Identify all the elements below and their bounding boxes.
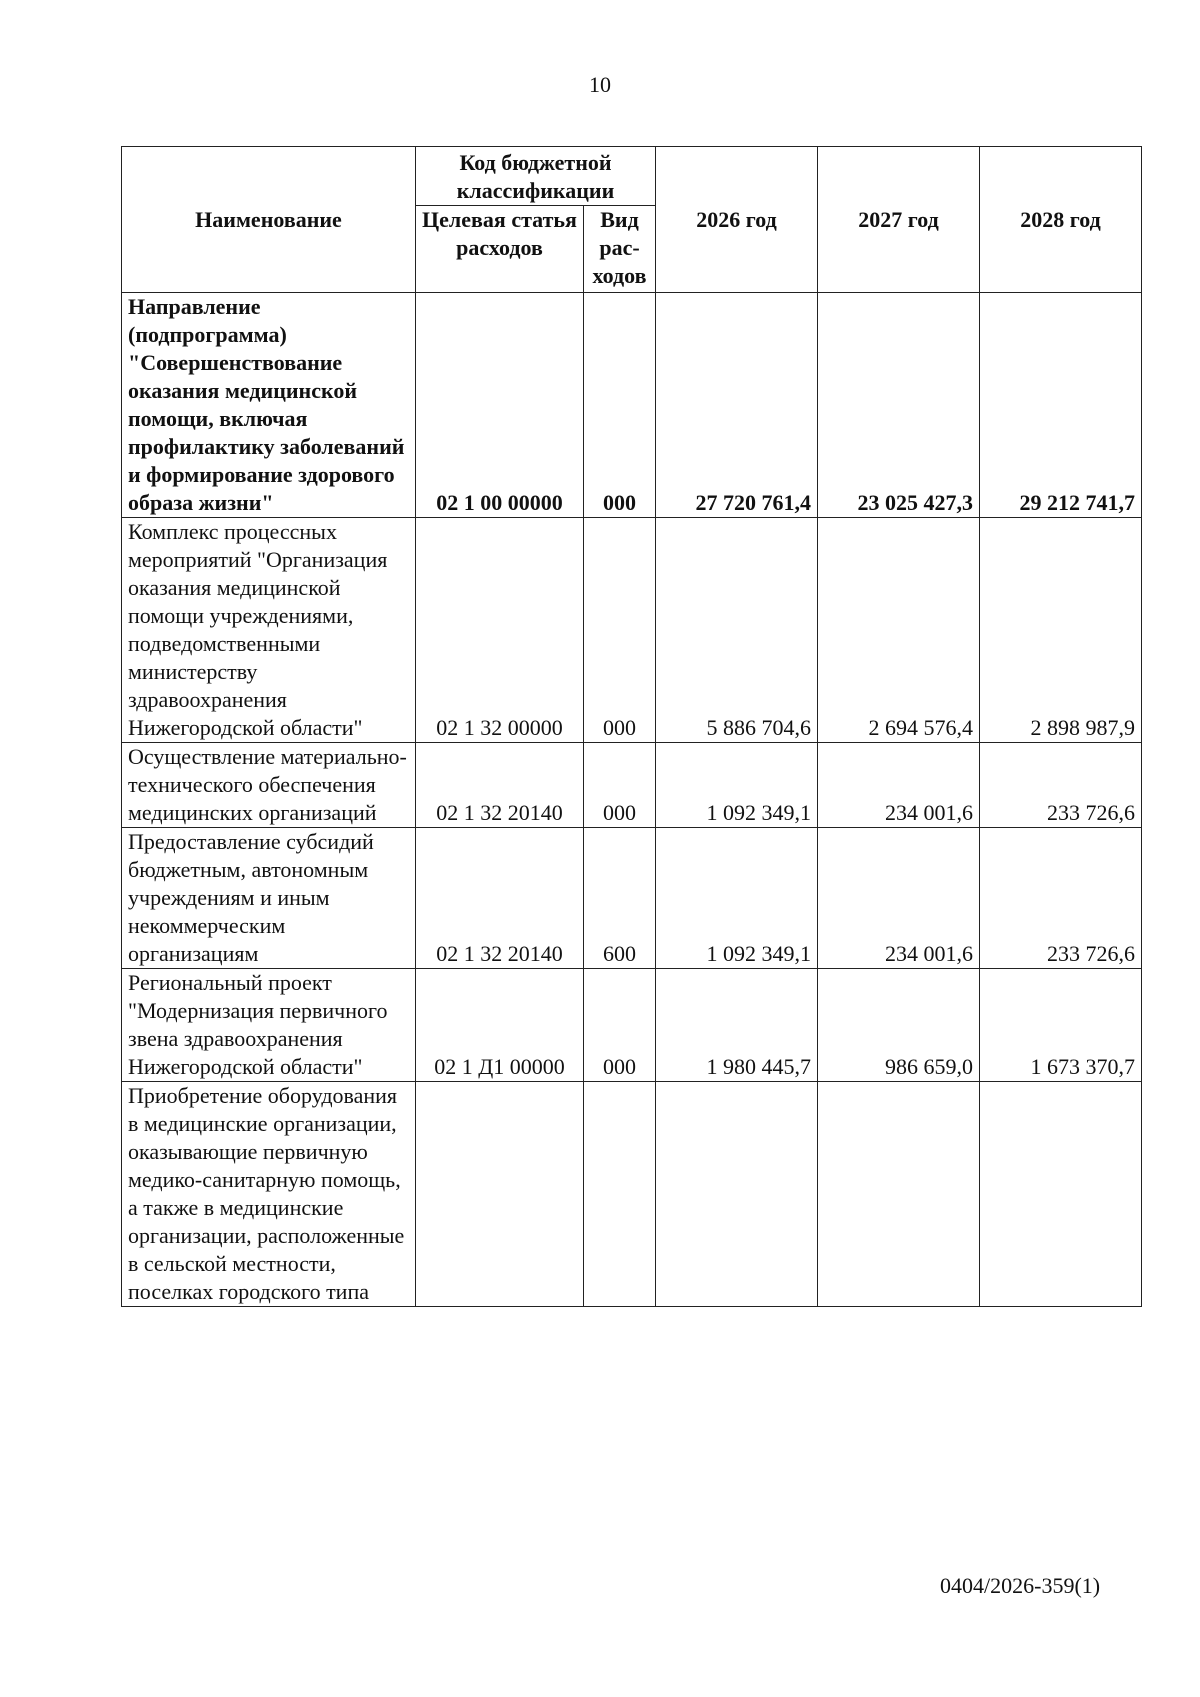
row-2026: 5 886 704,6 [656,518,818,743]
row-target: 02 1 32 20140 [416,828,584,969]
row-name: Осуществление материально-технического обеспечения медицинских организаций [122,743,416,828]
row-name: Приобретение оборудования в медицинские организации, оказывающие первичную медико-санитарную помощь, а также в медицинские организации, расположенные в сельской местности, поселках городского типа [122,1082,416,1307]
row-2028: 2 898 987,9 [980,518,1142,743]
table-row [122,743,1142,828]
row-2027 [818,1082,980,1307]
header-year-2028: 2028 год [980,147,1142,293]
table-row [122,1082,1142,1307]
row-2028: 1 673 370,7 [980,969,1142,1082]
row-2028: 233 726,6 [980,828,1142,969]
row-name: Направление (подпрограмма) "Совершенствование оказания медицинской помощи, включая профилактику заболеваний и формирование здорового образа жизни" [122,293,416,518]
row-2026 [656,1082,818,1307]
header-year-2026: 2026 год [656,147,818,293]
row-kind: 000 [584,743,656,828]
table-row [122,828,1142,969]
row-target: 02 1 00 00000 [416,293,584,518]
document-code: 0404/2026-359(1) [940,1573,1101,1598]
page-number: 10 [589,72,611,97]
row-kind: 000 [584,293,656,518]
row-target [416,1082,584,1307]
table-row [122,293,1142,518]
row-2027: 2 694 576,4 [818,518,980,743]
header-name: Наименование [122,147,416,293]
row-2026: 1 980 445,7 [656,969,818,1082]
row-2027: 23 025 427,3 [818,293,980,518]
row-2027: 986 659,0 [818,969,980,1082]
budget-table [121,146,1142,1307]
row-name: Региональный проект "Модернизация первичного звена здравоохранения Нижегородской области" [122,969,416,1082]
row-2027: 234 001,6 [818,743,980,828]
row-kind [584,1082,656,1307]
header-year-2027: 2027 год [818,147,980,293]
row-2026: 27 720 761,4 [656,293,818,518]
row-name: Комплекс процессных мероприятий "Организация оказания медицинской помощи учреждениями, подведомственными министерству здравоохранения Нижегородской области" [122,518,416,743]
row-kind: 000 [584,969,656,1082]
row-name: Предоставление субсидий бюджетным, автономным учреждениям и иным некоммерческим организациям [122,828,416,969]
row-target: 02 1 32 00000 [416,518,584,743]
header-code-group: Код бюджетной классификации [416,147,656,206]
row-2026: 1 092 349,1 [656,828,818,969]
row-kind: 000 [584,518,656,743]
row-2026: 1 092 349,1 [656,743,818,828]
header-target: Целевая статья расходов [416,206,584,293]
row-target: 02 1 Д1 00000 [416,969,584,1082]
row-2028 [980,1082,1142,1307]
row-2028: 233 726,6 [980,743,1142,828]
row-kind: 600 [584,828,656,969]
row-target: 02 1 32 20140 [416,743,584,828]
row-2027: 234 001,6 [818,828,980,969]
table-row [122,518,1142,743]
row-2028: 29 212 741,7 [980,293,1142,518]
table-row [122,969,1142,1082]
header-kind: Вид рас-ходов [584,206,656,293]
